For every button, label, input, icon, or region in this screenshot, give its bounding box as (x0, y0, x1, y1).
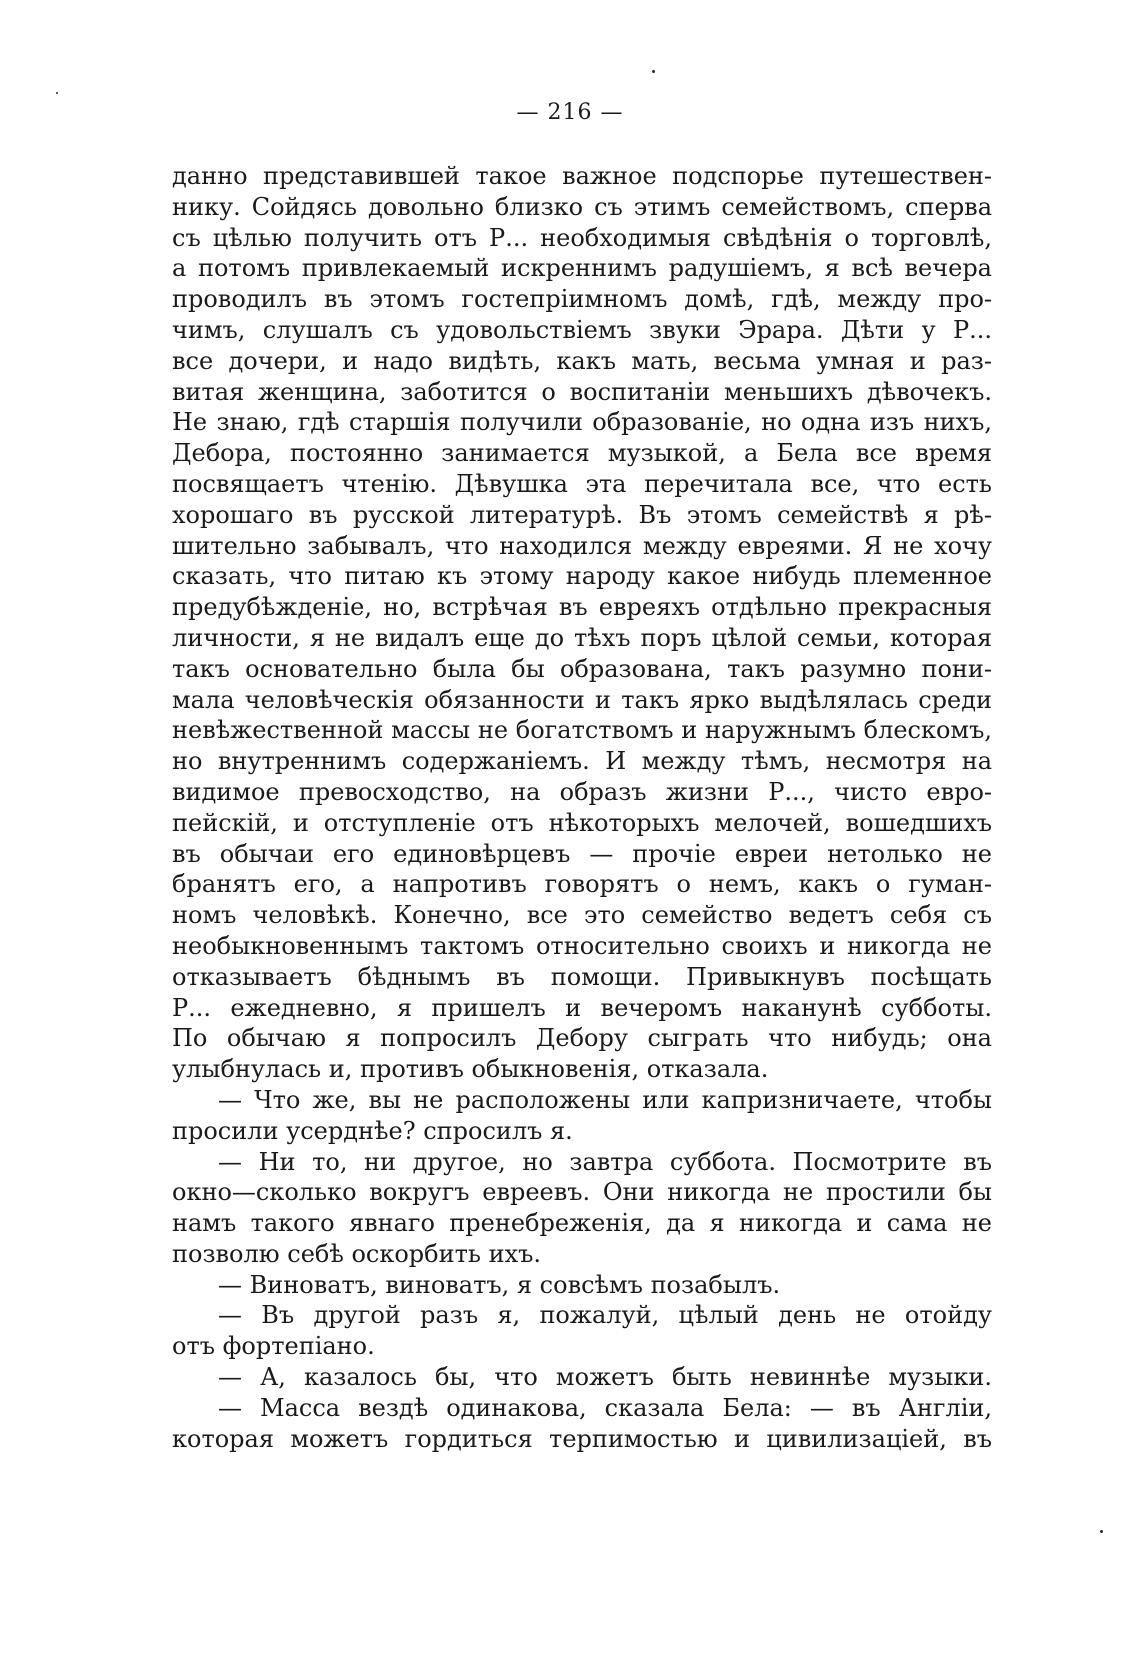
text-line: — Виноватъ, виноватъ, я совсѣмъ позабылъ. (218, 1270, 781, 1299)
text-line: хорошаго въ русской литературѣ. Въ этомъ семействѣ я рѣ- (172, 500, 992, 529)
text-line: шительно забывалъ, что находился между евреями. Я не хочу (172, 531, 992, 560)
text-line: такъ основательно была бы образована, такъ разумно пони- (172, 654, 992, 683)
text-line: намъ такого явнаго пренебреженія, да я никогда и сама не (172, 1209, 992, 1238)
text-line: По обычаю я попросилъ Дебору сыграть что нибудь; она (172, 1024, 992, 1053)
text-line: данно представившей такое важное подспорье путешествен- (172, 162, 992, 190)
text-line: позволю себѣ оскорбить ихъ. (172, 1239, 542, 1268)
text-line: витая женщина, заботится о воспитаніи меньшихъ дѣвочекъ. (172, 377, 992, 406)
text-line: но внутреннимъ содержаніемъ. И между тѣмъ, несмотря на (172, 747, 992, 776)
text-line: мала человѣческія обязанности и такъ ярко выдѣлялась среди (172, 685, 992, 714)
text-line: пейскій, и отступленіе отъ нѣкоторыхъ мелочей, вошедшихъ (172, 808, 992, 837)
text-line: личности, я не видалъ еще до тѣхъ поръ цѣлой семьи, которая (172, 623, 992, 652)
text-line: посвящаетъ чтенію. Дѣвушка эта перечитала все, что есть (172, 469, 992, 498)
text-line: чимъ, слушалъ съ удовольствіемъ звуки Эрара. Дѣти у Р... (172, 315, 992, 344)
text-line: Не знаю, гдѣ старшія получили образованіе, но одна изъ нихъ, (172, 408, 992, 437)
text-line: предубѣжденіе, но, встрѣчая въ евреяхъ отдѣльно прекрасныя (172, 593, 992, 622)
text-line: все дочери, и надо видѣть, какъ мать, весьма умная и раз- (172, 346, 992, 375)
text-line: Дебора, постоянно занимается музыкой, а Бела все время (172, 439, 992, 468)
text-line: бранятъ его, а напротивъ говорятъ о немъ, какъ о гуман- (172, 870, 992, 899)
text-line: отъ фортепіано. (172, 1332, 375, 1361)
text-line: — Ни то, ни другое, но завтра суббота. Посмотрите въ (218, 1147, 992, 1176)
text-line: въ обычаи его единовѣрцевъ — прочіе евреи нетолько не (172, 839, 992, 868)
text-line: сказать, что питаю къ этому народу какое нибудь племенное (172, 562, 992, 591)
text-line: просили усерднѣе? спросилъ я. (172, 1116, 573, 1145)
text-line: — Масса вездѣ одинакова, сказала Бела: — въ Англіи, (218, 1393, 992, 1422)
text-line: окно—сколько вокругъ евреевъ. Они никогда не простили бы (172, 1178, 992, 1207)
text-line: невѣжественной массы не богатствомъ и наружнымъ блескомъ, (172, 716, 992, 745)
text-line: видимое превосходство, на образъ жизни Р..., чисто евро- (172, 777, 992, 806)
text-line: а потомъ привлекаемый искреннимъ радушіемъ, я всѣ вечера (172, 254, 992, 283)
scan-speck (652, 70, 655, 73)
page-number: — 216 — (516, 100, 624, 125)
text-line: необыкновеннымъ тактомъ относительно своихъ и никогда не (172, 931, 992, 960)
text-line: — А, казалось бы, что можетъ быть невиннѣе музыки. (218, 1363, 992, 1392)
text-line: Р... ежедневно, я пришелъ и вечеромъ наканунѣ субботы. (172, 993, 992, 1022)
text-line: отказываетъ бѣднымъ въ помощи. Привыкнувъ посѣщать (172, 962, 992, 991)
text-line: проводилъ въ этомъ гостепріимномъ домѣ, гдѣ, между про- (172, 285, 992, 314)
text-line: улыбнулась и, противъ обыкновенія, отказала. (172, 1055, 769, 1084)
text-line: которая можетъ гордиться терпимостью и цивилизаціей, въ (172, 1424, 992, 1453)
text-line: номъ человѣкѣ. Конечно, все это семейство ведетъ себя съ (172, 901, 992, 930)
scan-speck (1100, 1530, 1103, 1533)
text-line: — Въ другой разъ я, пожалуй, цѣлый день не отойду (218, 1301, 992, 1330)
text-line: — Что же, вы не расположены или капризничаете, чтобы (218, 1085, 992, 1114)
text-line: съ цѣлью получить отъ Р... необходимыя свѣдѣнія о торговлѣ, (172, 223, 992, 252)
text-line: нику. Сойдясь довольно близко съ этимъ семействомъ, сперва (172, 192, 992, 221)
body-text (172, 161, 992, 1454)
scan-speck (56, 92, 58, 94)
